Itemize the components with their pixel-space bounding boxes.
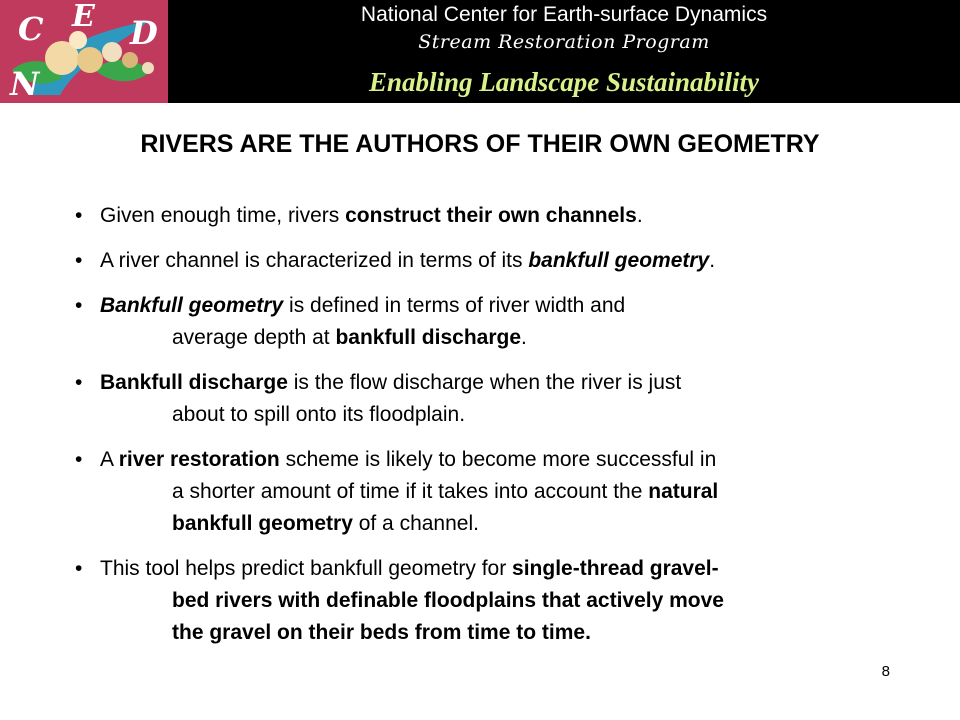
text-run: scheme is likely to become more successful in [279, 448, 717, 471]
text-run: . [636, 204, 643, 227]
svg-text:C: C [18, 10, 44, 48]
text-run: A river channel is characterized in terms of its [100, 249, 529, 272]
bullet-dot-icon: • [75, 448, 83, 471]
bullet-item [75, 367, 915, 431]
bullet-continuation-line [75, 322, 915, 354]
bullet-dot-icon: • [75, 204, 83, 227]
bullet-item [75, 290, 915, 354]
text-run: of a channel. [352, 512, 479, 535]
bold-text: Bankfull discharge [100, 371, 288, 394]
bullet-first-line [75, 290, 915, 322]
text-run: This tool helps predict bankfull geometry for [100, 557, 513, 580]
bullet-first-line [75, 245, 915, 277]
tagline: Enabling Landscape Sustainability [368, 67, 760, 97]
bold-text: the gravel on their beds from time to time. [172, 621, 591, 644]
bullet-continuation-line [75, 585, 915, 617]
page-number: 8 [881, 663, 890, 680]
bold-italic-text: bankfull geometry [528, 249, 710, 272]
slide-title: RIVERS ARE THE AUTHORS OF THEIR OWN GEOMETRY [140, 130, 820, 158]
bullet-item [75, 245, 915, 277]
text-run: . [709, 249, 716, 272]
bullet-first-line [75, 553, 915, 585]
bullet-dot-icon: • [75, 249, 83, 272]
text-run: Given enough time, rivers [100, 204, 346, 227]
bullet-first-line [75, 367, 915, 399]
bullet-continuation-line [75, 476, 915, 508]
bold-text: bankfull geometry [172, 512, 353, 535]
text-run: is the flow discharge when the river is just [287, 371, 682, 394]
text-run: A [100, 448, 119, 471]
bold-text: construct their own channels [345, 204, 637, 227]
bold-text: single-thread gravel- [512, 557, 719, 580]
bullet-item [75, 200, 915, 232]
svg-text:E: E [72, 0, 95, 34]
bullet-first-line [75, 200, 915, 232]
text-run: is defined in terms of river width and [283, 294, 626, 317]
bold-text: bed rivers with definable floodplains that actively move [172, 589, 724, 612]
bold-text: river restoration [118, 448, 280, 471]
nced-logo [0, 0, 168, 103]
bullet-first-line [75, 444, 915, 476]
bullet-dot-icon: • [75, 371, 83, 394]
bullet-item [75, 444, 915, 540]
bullet-dot-icon: • [75, 557, 83, 580]
text-run: . [521, 326, 527, 349]
program-name: Stream Restoration Program [418, 31, 710, 53]
bullet-continuation-line [75, 617, 915, 649]
bold-text: natural [648, 480, 719, 503]
bullet-list [75, 200, 915, 662]
bold-text: bankfull discharge [335, 326, 522, 349]
text-run: average depth at [172, 326, 336, 349]
text-run: a shorter amount of time if it takes into account the [172, 480, 649, 503]
bullet-dot-icon: • [75, 294, 83, 317]
svg-text:D: D [130, 14, 158, 52]
header-banner [0, 0, 960, 103]
bold-italic-text: Bankfull geometry [100, 294, 284, 317]
bullet-item [75, 553, 915, 649]
text-run: about to spill onto its floodplain. [172, 403, 466, 426]
bullet-continuation-line [75, 508, 915, 540]
organization-name: National Center for Earth-surface Dynamics [360, 3, 768, 26]
bullet-continuation-line [75, 399, 915, 431]
svg-text:N: N [10, 65, 40, 103]
